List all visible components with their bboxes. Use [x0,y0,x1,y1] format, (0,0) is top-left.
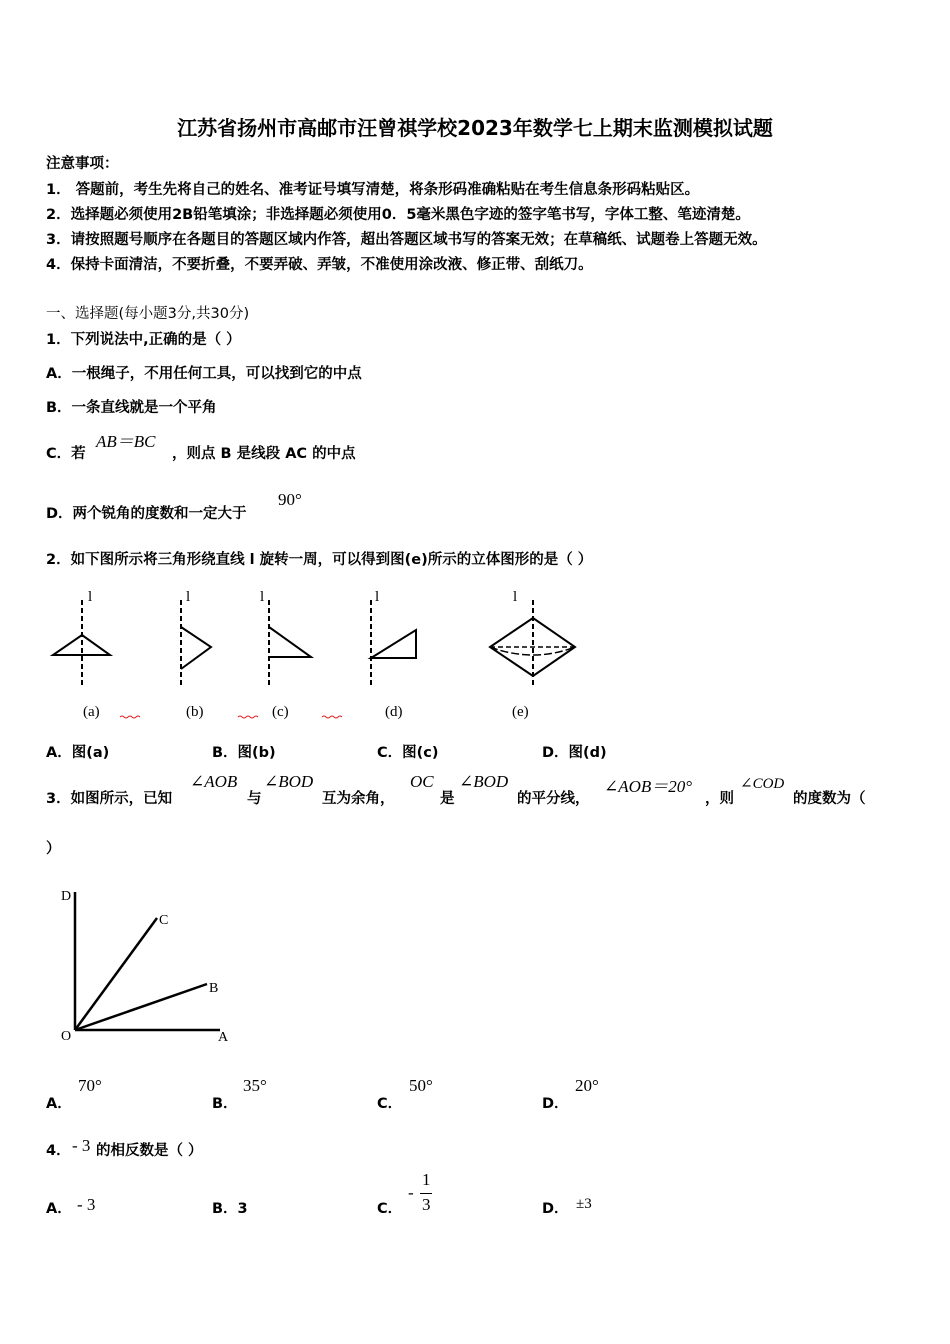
point-label-b: B [209,981,219,996]
q1-option-d-math: 90° [278,490,302,509]
q3-math: ∠BOD [264,772,314,791]
q4-option-d-value: ±3 [576,1196,592,1212]
q3-option-b-label: B． [212,1096,238,1112]
notice-item: 2．选择题必须使用2B铅笔填涂；非选择题必须使用0．5毫米黑色字迹的签字笔书写，字体工整、笔迹清楚。 [46,207,750,223]
q3-math: ∠COD [740,776,785,792]
q4-option-c-numerator: 1 [422,1170,431,1189]
fig-label-d: (d) [385,704,403,720]
axis-label-l: l [88,589,93,605]
q3-math: OC [410,772,434,791]
q2-option-b: B．图(b) [212,745,276,761]
notice-item: 3．请按照题号顺序在各题目的答题区域内作答，超出答题区域书写的答案无效；在草稿纸、试题卷上答题无效。 [46,232,767,248]
q3-text: 的平分线， [517,791,590,807]
q4-prefix: 4． [46,1143,71,1159]
question-2-stem: 2．如下图所示将三角形绕直线 l 旋转一周，可以得到图(e)所示的立体图形的是（ ） [46,552,593,568]
q3-close-paren: ） [46,841,61,857]
q4-suffix: 的相反数是（ ） [96,1143,203,1159]
page-title: 江苏省扬州市高邮市汪曾祺学校2023年数学七上期末监测模拟试题 [177,116,773,140]
point-label-o: O [61,1029,72,1044]
q3-option-b-value: 35° [243,1076,267,1095]
q1-option-b: B．一条直线就是一个平角 [46,400,217,416]
q2-option-c: C．图(c) [377,745,439,761]
q3-math: ∠AOB＝20° [604,777,693,796]
rotation-figures [40,585,600,730]
fig-label-c: (c) [272,704,289,720]
question-1-stem: 1．下列说法中,正确的是（ ） [46,332,241,348]
section-heading: 一、选择题(每小题3分,共30分) [46,306,250,322]
fig-label-a: (a) [83,704,100,720]
fraction-bar [420,1193,432,1194]
q4-option-a-label: A． [46,1201,72,1217]
q3-text: 的度数为（ [793,791,866,807]
axis-label-l: l [186,589,191,605]
q3-text: 3．如图所示，已知 [46,791,173,807]
q1-option-c-math: AB＝BC [96,432,156,451]
q3-option-d-label: D． [542,1096,569,1112]
point-label-a: A [218,1030,229,1045]
axis-label-l: l [513,589,518,605]
axis-label-l: l [260,589,265,605]
q4-option-c-denominator: 3 [422,1195,431,1214]
q3-text: ，则 [705,791,734,807]
q1-option-a: A．一根绳子，不用任何工具，可以找到它的中点 [46,366,362,382]
q4-option-b: B．3 [212,1201,248,1217]
q4-option-d-label: D． [542,1201,569,1217]
angle-figure [55,880,245,1050]
notice-item: 4．保持卡面清洁，不要折叠，不要弄破、弄皱，不准使用涂改液、修正带、刮纸刀。 [46,257,593,273]
q3-option-a-value: 70° [78,1076,102,1095]
q2-option-d: D．图(d) [542,745,607,761]
notice-item: 1． 答题前，考生先将自己的姓名、准考证号填写清楚，将条形码准确粘贴在考生信息条形码粘贴区。 [46,182,700,198]
q3-option-a-label: A． [46,1096,72,1112]
q1-option-d-prefix: D．两个锐角的度数和一定大于 [46,506,247,522]
q4-option-a-value: - 3 [77,1195,96,1214]
axis-label-l: l [375,589,380,605]
fig-label-b: (b) [186,704,204,720]
point-label-c: C [159,913,169,928]
q1-option-c-prefix: C．若 [46,446,86,462]
q4-option-c-sign: - [408,1183,414,1202]
q3-math: ∠AOB [190,772,238,791]
notice-heading: 注意事项： [46,156,119,172]
q3-option-d-value: 20° [575,1076,599,1095]
q1-option-c-suffix: ，则点 B 是线段 AC 的中点 [172,446,356,462]
q3-text: 与 [247,791,262,807]
q3-option-c-value: 50° [409,1076,433,1095]
q4-math: - 3 [72,1136,91,1155]
q3-option-c-label: C． [377,1096,403,1112]
q3-text: 是 [440,791,455,807]
q2-option-a: A．图(a) [46,745,110,761]
fig-label-e: (e) [512,704,529,720]
q4-option-c-label: C． [377,1201,403,1217]
q3-math: ∠BOD [459,772,509,791]
q3-text: 互为余角， [322,791,395,807]
point-label-d: D [61,889,72,904]
